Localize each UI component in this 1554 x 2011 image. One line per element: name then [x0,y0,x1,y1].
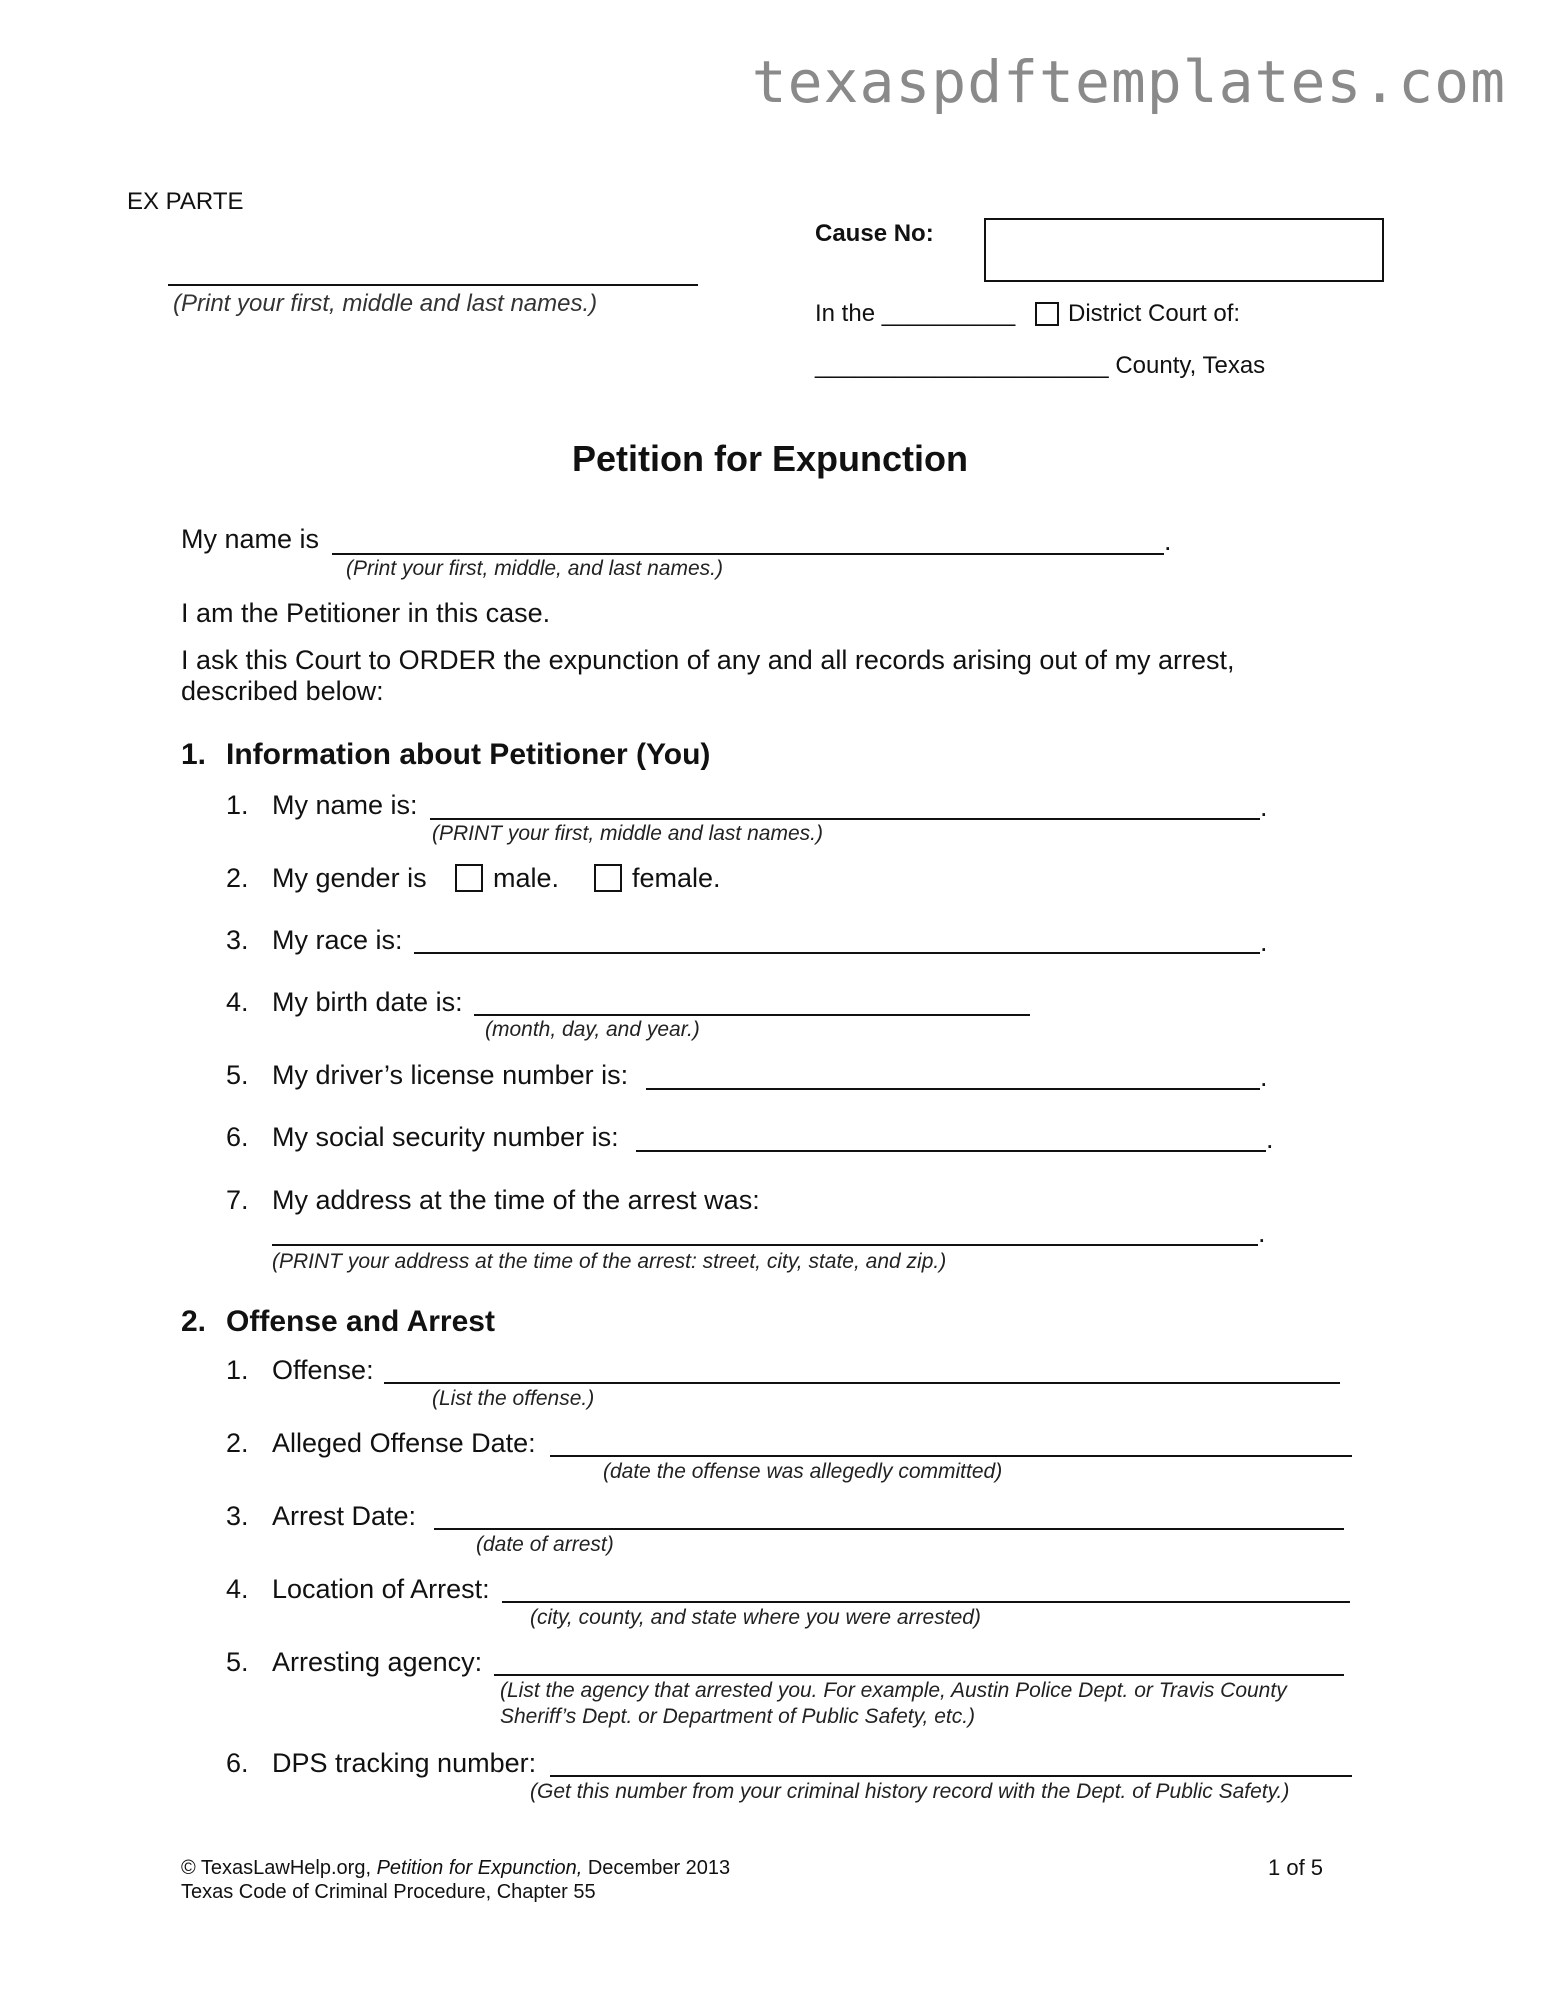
s2-offense-hint: (List the offense.) [432,1387,595,1410]
s2-dps-hint: (Get this number from your criminal history record with the Dept. of Public Safety.) [530,1780,1290,1803]
gender-female-checkbox[interactable] [594,864,622,892]
cause-no-label: Cause No: [815,220,934,247]
s2-item4-number: 4. [226,1574,249,1604]
s1-name-hint: (PRINT your first, middle and last names.) [432,822,823,845]
s2-arrest-date-hint: (date of arrest) [476,1533,614,1556]
my-name-line[interactable] [332,553,1164,555]
s1-item7-number: 7. [226,1185,249,1215]
s1-ssn-label: My social security number is: [272,1122,619,1152]
page-number: 1 of 5 [1268,1855,1324,1880]
s2-arrest-date-label: Arrest Date: [272,1501,417,1531]
ask-court-text-1: I ask this Court to ORDER the expunction of any and all records arising out of my arrest, [181,645,1235,675]
s2-location-line[interactable] [502,1601,1350,1603]
s2-alleged-date-label: Alleged Offense Date: [272,1428,536,1458]
s2-location-hint: (city, county, and state where you were arrested) [530,1606,981,1629]
county-line[interactable]: ______________________ County, Texas [815,352,1266,379]
period: . [1260,792,1268,822]
s2-arrest-date-line[interactable] [434,1528,1344,1530]
s1-item6-number: 6. [226,1122,249,1152]
in-the-line[interactable]: In the __________ [815,300,1016,327]
my-name-hint: (Print your first, middle, and last names.) [346,557,723,580]
s2-alleged-date-line[interactable] [550,1455,1352,1457]
s2-item3-number: 3. [226,1501,249,1531]
header-name-hint: (Print your first, middle and last names.) [173,290,598,317]
s2-agency-label: Arresting agency: [272,1647,483,1677]
s1-item2-number: 2. [226,863,249,893]
s1-birthdate-label: My birth date is: [272,987,463,1017]
period: . [1258,1218,1266,1248]
s2-location-label: Location of Arrest: [272,1574,490,1604]
s2-agency-hint-2: Sheriff’s Dept. or Department of Public Safety, etc.) [500,1705,976,1728]
s1-name-label: My name is: [272,790,418,820]
s1-item5-number: 5. [226,1060,249,1090]
my-name-label: My name is [181,524,320,554]
ask-court-text-2: described below: [181,676,384,706]
s1-race-label: My race is: [272,925,403,955]
district-court-checkbox[interactable] [1035,302,1059,326]
gender-female-label: female. [632,863,721,893]
s2-dps-line[interactable] [550,1775,1352,1777]
s2-offense-line[interactable] [384,1382,1340,1384]
s1-race-line[interactable] [414,952,1260,954]
s2-item6-number: 6. [226,1748,249,1778]
s2-item1-number: 1. [226,1355,249,1385]
s2-alleged-date-hint: (date the offense was allegedly committed) [603,1460,1003,1483]
s1-item1-number: 1. [226,790,249,820]
s1-address-line[interactable] [272,1244,1258,1246]
s1-item3-number: 3. [226,925,249,955]
s1-gender-label: My gender is [272,863,427,893]
s2-dps-label: DPS tracking number: [272,1748,537,1778]
section1-number: 1. [181,738,207,771]
gender-male-label: male. [493,863,560,893]
gender-male-checkbox[interactable] [455,864,483,892]
cause-no-input[interactable] [984,218,1384,282]
s1-item4-number: 4. [226,987,249,1017]
s1-address-label: My address at the time of the arrest was: [272,1185,760,1215]
s1-ssn-line[interactable] [636,1150,1266,1152]
s1-name-line[interactable] [430,818,1260,820]
period: . [1266,1124,1274,1154]
s1-license-label: My driver’s license number is: [272,1060,629,1090]
watermark: texaspdftemplates.com [751,48,1506,116]
period: . [1260,927,1268,957]
period: . [1164,526,1172,556]
s1-birthdate-hint: (month, day, and year.) [485,1018,700,1041]
footer-copyright: © TexasLawHelp.org, [181,1857,372,1879]
s1-license-line[interactable] [646,1088,1260,1090]
petitioner-text: I am the Petitioner in this case. [181,598,551,628]
s2-agency-line[interactable] [494,1674,1344,1676]
page-title: Petition for Expunction [572,438,968,479]
footer-doc-name: Petition for Expunction, [376,1857,583,1879]
s1-birthdate-line[interactable] [474,1014,1030,1016]
ex-parte-label: EX PARTE [127,188,244,215]
period: . [1260,1062,1268,1092]
section2-number: 2. [181,1305,207,1338]
header-name-line[interactable] [168,284,698,286]
s2-offense-label: Offense: [272,1355,374,1385]
s2-agency-hint: (List the agency that arrested you. For example, Austin Police Dept. or Travis County [500,1679,1287,1702]
district-court-label: District Court of: [1068,300,1241,327]
section1-heading: Information about Petitioner (You) [226,738,711,771]
s1-address-hint: (PRINT your address at the time of the arrest: street, city, state, and zip.) [272,1250,947,1273]
footer-date: December 2013 [587,1857,731,1879]
s2-item2-number: 2. [226,1428,249,1458]
section2-heading: Offense and Arrest [226,1305,495,1338]
footer-code: Texas Code of Criminal Procedure, Chapter 55 [181,1881,596,1903]
footer-line-1 [181,1857,730,1880]
s2-item5-number: 5. [226,1647,249,1677]
